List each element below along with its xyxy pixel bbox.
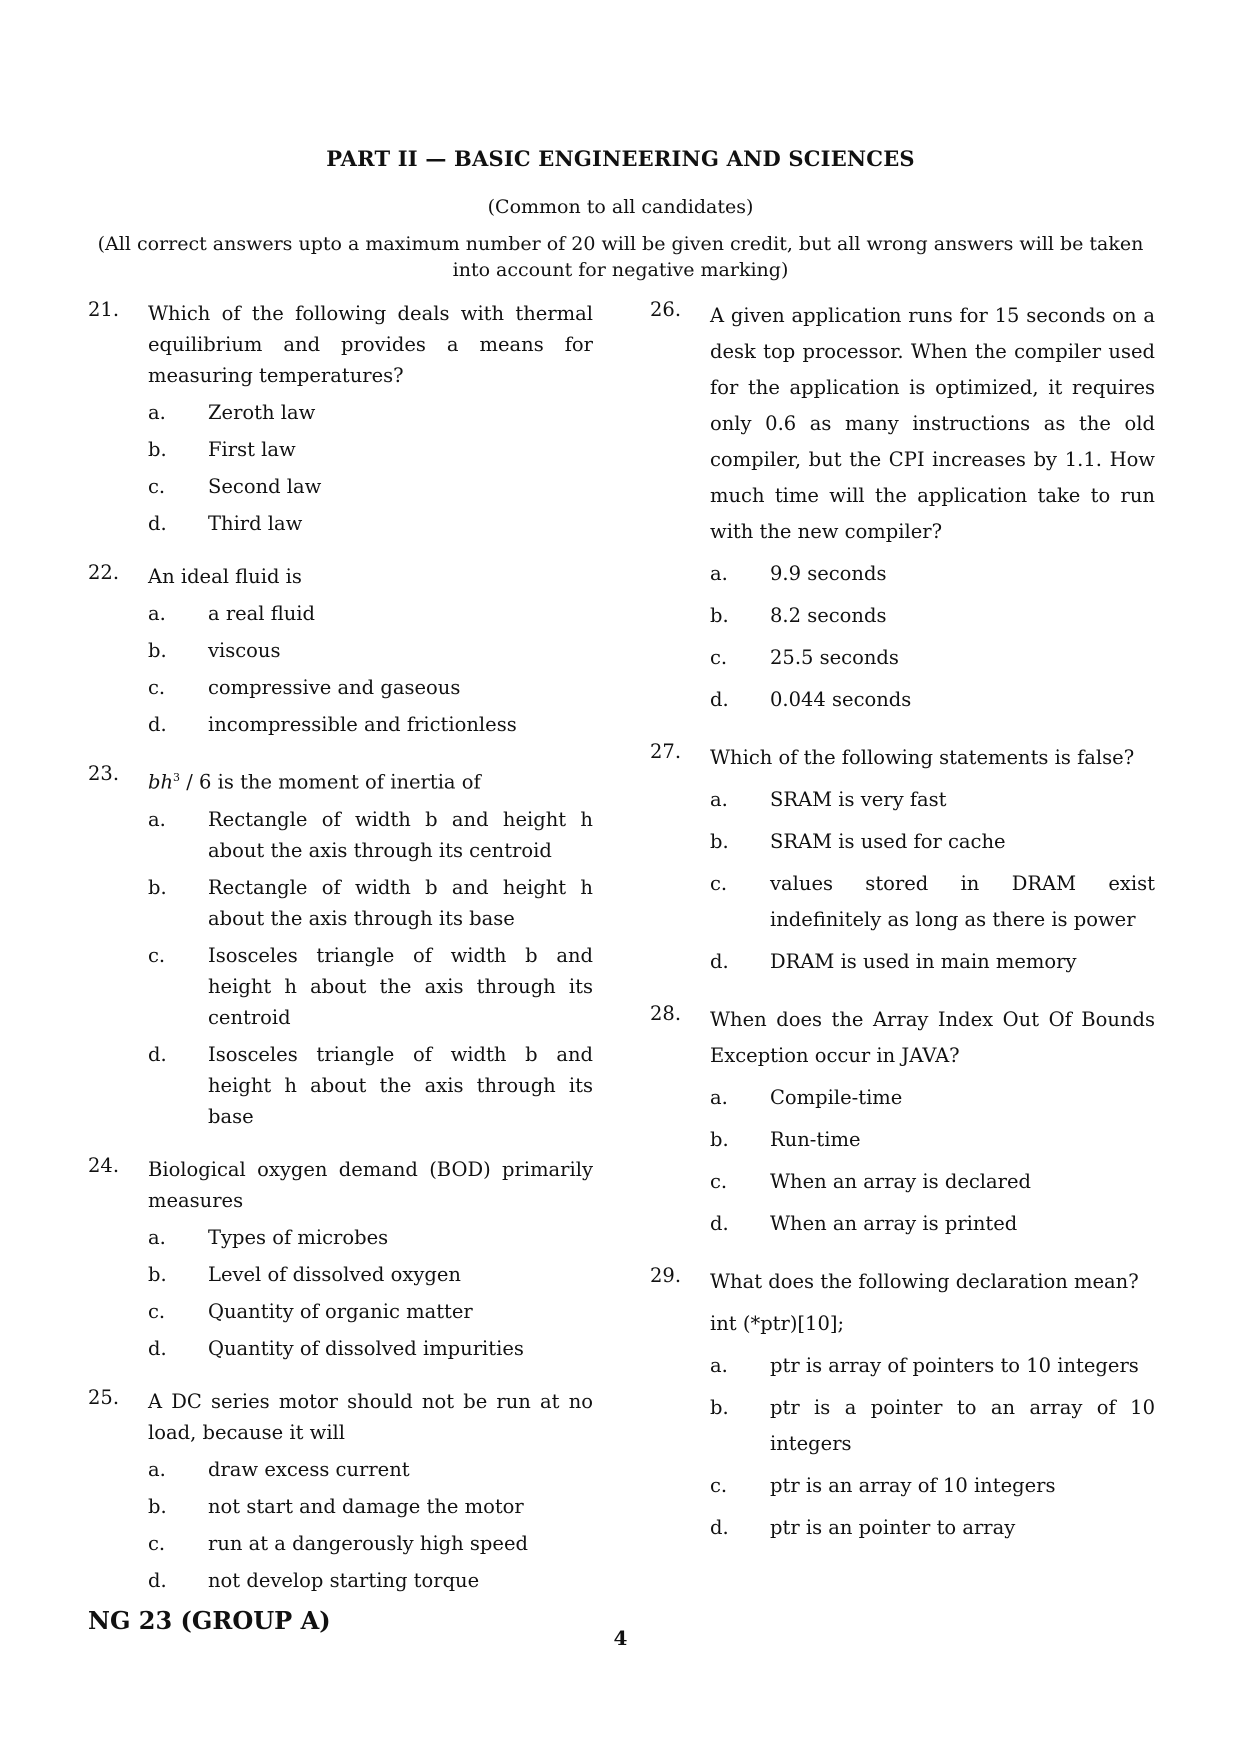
option-a bbox=[148, 598, 593, 629]
option-c bbox=[148, 672, 593, 703]
option-letter: d. bbox=[148, 713, 167, 736]
option-letter: a. bbox=[710, 788, 728, 811]
option-a bbox=[710, 782, 1155, 818]
option-c bbox=[148, 1296, 593, 1327]
option-text: Run-time bbox=[770, 1128, 861, 1151]
option-text: First law bbox=[208, 438, 296, 461]
option-text: not develop starting torque bbox=[208, 1568, 480, 1592]
option-letter: c. bbox=[710, 1474, 728, 1497]
question-number: 25. bbox=[88, 1385, 120, 1409]
option-letter: a. bbox=[148, 1225, 166, 1249]
option-text: Level of dissolved oxygen bbox=[208, 1262, 461, 1286]
option-b bbox=[710, 598, 1155, 634]
option-d bbox=[710, 1510, 1155, 1546]
option-text: Types of microbes bbox=[208, 1225, 389, 1249]
question-27 bbox=[650, 740, 1155, 980]
question-text: What does the following declaration mean? bbox=[710, 1270, 1139, 1293]
option-d bbox=[148, 1565, 593, 1596]
option-letter: c. bbox=[710, 646, 728, 669]
option-letter: a. bbox=[148, 602, 166, 625]
question-text: A DC series motor should not be run at no load, because it will bbox=[148, 1389, 593, 1444]
option-letter: b. bbox=[710, 1396, 729, 1419]
option-text: ptr is array of pointers to 10 integers bbox=[770, 1354, 1139, 1377]
option-a bbox=[148, 1222, 593, 1253]
option-text: 9.9 seconds bbox=[770, 562, 887, 585]
option-b bbox=[148, 1491, 593, 1522]
option-letter: d. bbox=[710, 1516, 729, 1539]
option-b bbox=[710, 1390, 1155, 1462]
right-column bbox=[650, 298, 1155, 1568]
option-d bbox=[148, 508, 593, 539]
option-text: 8.2 seconds bbox=[770, 604, 887, 627]
option-letter: d. bbox=[710, 1212, 729, 1235]
option-b bbox=[148, 635, 593, 666]
option-text: When an array is declared bbox=[770, 1170, 1031, 1193]
marking-note: (All correct answers upto a maximum number of 20 will be given credit, but all wrong answers will be taken into account for negative marking) bbox=[97, 233, 1144, 281]
option-letter: b. bbox=[148, 875, 167, 899]
option-text: viscous bbox=[208, 639, 281, 662]
option-text: draw excess current bbox=[208, 1457, 410, 1481]
option-text: ptr is an array of 10 integers bbox=[770, 1474, 1056, 1497]
option-text: compressive and gaseous bbox=[208, 676, 461, 699]
question-number: 23. bbox=[88, 762, 120, 785]
option-b bbox=[710, 824, 1155, 860]
option-b bbox=[148, 872, 593, 934]
question-text bbox=[148, 762, 593, 798]
option-b bbox=[148, 434, 593, 465]
option-a bbox=[148, 1454, 593, 1485]
code-declaration: int (*ptr)[10]; bbox=[710, 1312, 845, 1335]
option-letter: d. bbox=[148, 1336, 167, 1360]
question-26 bbox=[650, 298, 1155, 718]
option-a bbox=[710, 1348, 1155, 1384]
option-text: Quantity of organic matter bbox=[208, 1299, 473, 1323]
option-text: DRAM is used in main memory bbox=[770, 950, 1077, 973]
option-c bbox=[710, 1164, 1155, 1200]
paper-code: NG 23 (GROUP A) bbox=[88, 1606, 331, 1635]
question-number: 28. bbox=[650, 1002, 682, 1025]
page-number: 4 bbox=[613, 1626, 628, 1650]
option-letter: c. bbox=[148, 1531, 166, 1555]
option-letter: b. bbox=[148, 1494, 167, 1518]
formula-base: bh bbox=[148, 770, 174, 794]
question-text: A given application runs for 15 seconds on a desk top processor. When the compiler used for the application is optimized, it requires only 0.6 as many instructions as the old compiler, but the CPI increases by 1.1. How much time will the application take to run with the new compiler? bbox=[710, 304, 1155, 543]
option-b bbox=[148, 1259, 593, 1290]
question-28 bbox=[650, 1002, 1155, 1242]
question-number: 26. bbox=[650, 298, 682, 321]
option-letter: c. bbox=[148, 1299, 166, 1323]
option-a bbox=[710, 1080, 1155, 1116]
question-24 bbox=[88, 1154, 593, 1364]
option-text: Third law bbox=[208, 512, 303, 535]
option-text: When an array is printed bbox=[770, 1212, 1018, 1235]
option-text: Rectangle of width b and height h about the axis through its base bbox=[208, 875, 593, 930]
question-text: Biological oxygen demand (BOD) primarily measures bbox=[148, 1157, 593, 1212]
question-text: An ideal fluid is bbox=[148, 565, 302, 588]
question-number: 29. bbox=[650, 1264, 682, 1287]
option-a bbox=[148, 804, 593, 866]
option-c bbox=[148, 940, 593, 1033]
option-text: SRAM is used for cache bbox=[770, 830, 1006, 853]
option-text: 25.5 seconds bbox=[770, 646, 899, 669]
option-letter: b. bbox=[148, 438, 167, 461]
option-text: Second law bbox=[208, 475, 322, 498]
option-letter: d. bbox=[710, 688, 729, 711]
formula-rest: / 6 bbox=[180, 770, 212, 794]
question-text: Which of the following statements is false? bbox=[710, 746, 1135, 769]
question-number: 27. bbox=[650, 740, 682, 763]
question-number: 22. bbox=[88, 561, 120, 584]
option-text: values stored in DRAM exist indefinitely as long as there is power bbox=[770, 872, 1155, 931]
question-text-rest: is the moment of inertia of bbox=[211, 770, 481, 794]
option-letter: a. bbox=[148, 1457, 166, 1481]
section-subtitle: (Common to all candidates) bbox=[487, 196, 754, 218]
left-column bbox=[88, 298, 593, 1618]
option-c bbox=[710, 1468, 1155, 1504]
option-letter: b. bbox=[710, 830, 729, 853]
option-letter: d. bbox=[148, 512, 167, 535]
option-letter: c. bbox=[148, 676, 166, 699]
question-text: When does the Array Index Out Of Bounds Exception occur in JAVA? bbox=[710, 1008, 1155, 1067]
option-text: SRAM is very fast bbox=[770, 788, 947, 811]
question-23 bbox=[88, 762, 593, 1132]
option-d bbox=[710, 944, 1155, 980]
option-letter: a. bbox=[148, 807, 166, 831]
option-letter: d. bbox=[148, 1042, 167, 1066]
option-d bbox=[148, 709, 593, 740]
option-text: ptr is a pointer to an array of 10 integers bbox=[770, 1396, 1155, 1455]
option-text: a real fluid bbox=[208, 602, 316, 625]
option-d bbox=[710, 1206, 1155, 1242]
option-text: Quantity of dissolved impurities bbox=[208, 1336, 524, 1360]
option-letter: a. bbox=[710, 1354, 728, 1377]
option-letter: d. bbox=[710, 950, 729, 973]
option-letter: a. bbox=[710, 1086, 728, 1109]
question-number: 24. bbox=[88, 1153, 120, 1177]
option-letter: c. bbox=[710, 1170, 728, 1193]
option-letter: d. bbox=[148, 1568, 167, 1592]
option-b bbox=[710, 1122, 1155, 1158]
option-letter: a. bbox=[710, 562, 728, 585]
option-letter: c. bbox=[148, 475, 166, 498]
option-letter: c. bbox=[710, 872, 728, 895]
option-letter: b. bbox=[148, 1262, 167, 1286]
question-29 bbox=[650, 1264, 1155, 1546]
option-d bbox=[148, 1333, 593, 1364]
option-c bbox=[710, 866, 1155, 938]
question-22 bbox=[88, 561, 593, 740]
option-letter: b. bbox=[710, 1128, 729, 1151]
option-c bbox=[148, 1528, 593, 1559]
question-text: Which of the following deals with thermal equilibrium and provides a means for measuring temperatures? bbox=[148, 302, 593, 387]
option-d bbox=[148, 1039, 593, 1132]
question-25 bbox=[88, 1386, 593, 1596]
option-text: 0.044 seconds bbox=[770, 688, 912, 711]
option-d bbox=[710, 682, 1155, 718]
option-text: Isosceles triangle of width b and height h about the axis through its centroid bbox=[208, 943, 593, 1029]
option-text: ptr is an pointer to array bbox=[770, 1516, 1016, 1539]
option-letter: b. bbox=[710, 604, 729, 627]
question-number: 21. bbox=[88, 298, 120, 321]
option-letter: c. bbox=[148, 943, 166, 967]
section-title: PART II — BASIC ENGINEERING AND SCIENCES bbox=[326, 146, 915, 171]
option-text: Compile-time bbox=[770, 1086, 903, 1109]
option-c bbox=[710, 640, 1155, 676]
option-text: incompressible and frictionless bbox=[208, 713, 517, 736]
option-text: Rectangle of width b and height h about the axis through its centroid bbox=[208, 807, 593, 862]
formula-exponent: 3 bbox=[173, 771, 181, 784]
option-letter: a. bbox=[148, 401, 166, 424]
option-a bbox=[148, 397, 593, 428]
option-text: Zeroth law bbox=[208, 401, 316, 424]
option-letter: b. bbox=[148, 639, 167, 662]
option-text: Isosceles triangle of width b and height h about the axis through its base bbox=[208, 1042, 593, 1128]
option-text: not start and damage the motor bbox=[208, 1494, 524, 1518]
option-a bbox=[710, 556, 1155, 592]
option-text: run at a dangerously high speed bbox=[208, 1531, 528, 1555]
question-21 bbox=[88, 298, 593, 539]
option-c bbox=[148, 471, 593, 502]
